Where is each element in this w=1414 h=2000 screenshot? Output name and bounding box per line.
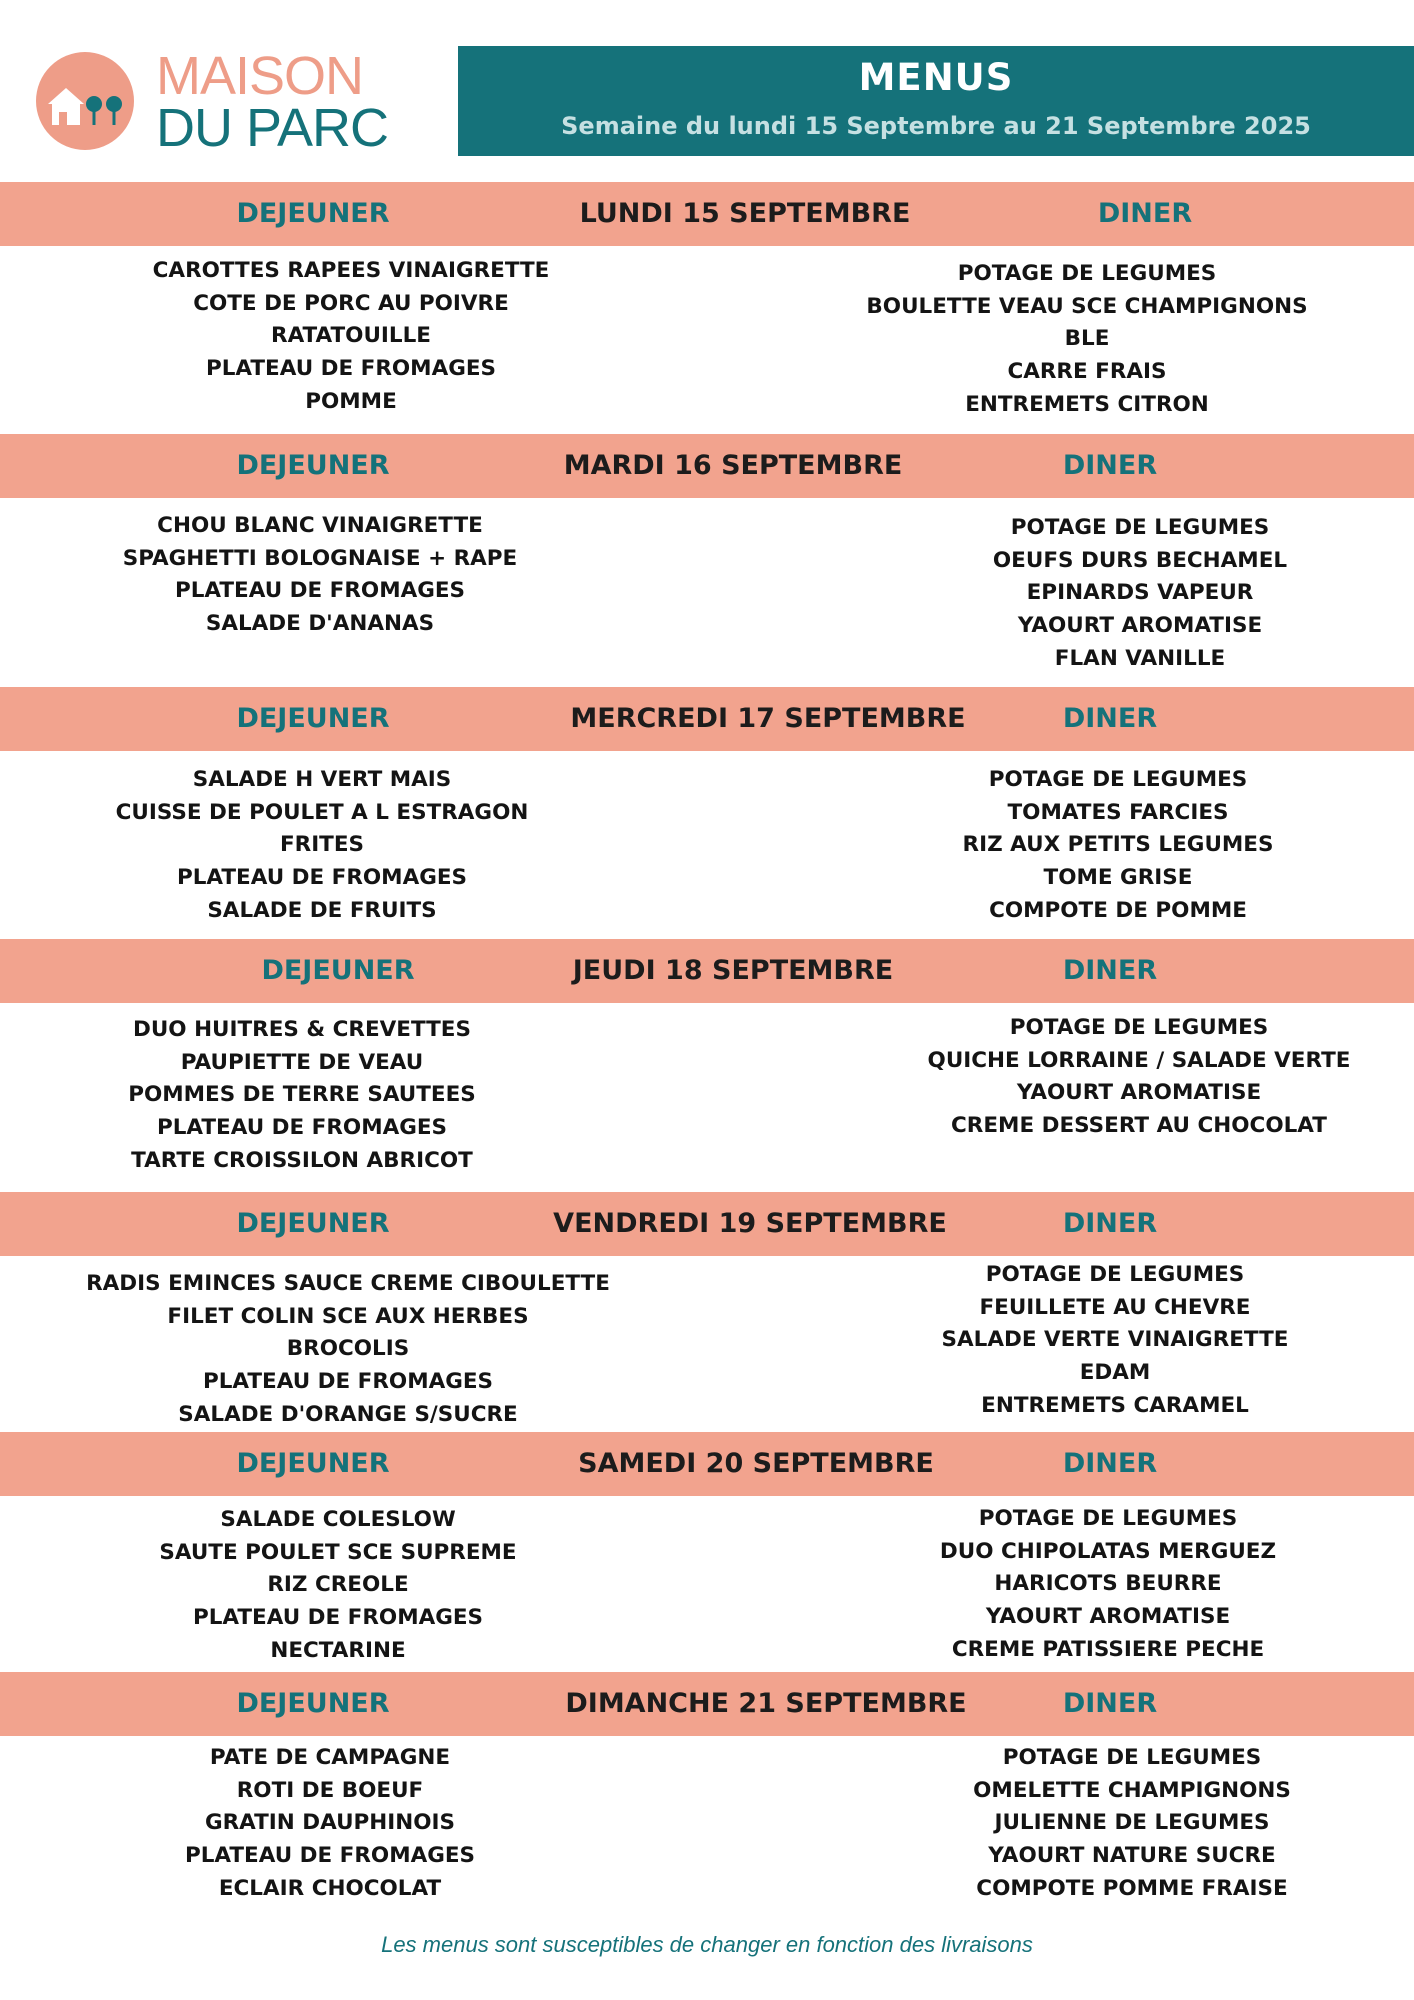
menu-item: CAROTTES RAPEES VINAIGRETTE [152, 258, 550, 283]
menu-item: POTAGE DE LEGUMES [1010, 515, 1270, 540]
day-header-bar [0, 1192, 1414, 1256]
menu-item: FLAN VANILLE [1054, 645, 1226, 671]
day-header-bar [0, 1432, 1414, 1496]
menu-item: FRITES [279, 832, 365, 858]
dinner-label: DINER [1062, 1448, 1158, 1479]
menu-item: EPINARDS VAPEUR [1026, 580, 1254, 606]
day-title: SAMEDI 20 SEPTEMBRE [578, 1448, 934, 1479]
menu-item: RIZ AUX PETITS LEGUMES [962, 832, 1274, 858]
dinner-menu-list [993, 512, 1287, 675]
menu-item: EDAM [1079, 1360, 1151, 1386]
week-subtitle: Semaine du lundi 15 Septembre au 21 Septembre 2025 [561, 112, 1311, 140]
day-title: MERCREDI 17 SEPTEMBRE [570, 703, 966, 734]
menu-item: PLATEAU DE FROMAGES [205, 356, 497, 382]
menu-item: PLATEAU DE FROMAGES [156, 1115, 448, 1141]
lunch-label: DEJEUNER [261, 955, 415, 986]
day-title: DIMANCHE 21 SEPTEMBRE [565, 1688, 967, 1719]
menu-item: CUISSE DE POULET A L ESTRAGON [115, 799, 529, 825]
day-header-bar [0, 687, 1414, 751]
menu-item: CREME DESSERT AU CHOCOLAT [951, 1113, 1327, 1139]
menu-item: BLE [1064, 326, 1110, 352]
menu-item: YAOURT AROMATISE [1016, 1080, 1262, 1106]
menu-item: SALADE DE FRUITS [207, 897, 437, 923]
menu-item: PLATEAU DE FROMAGES [192, 1605, 484, 1631]
menu-item: SALADE H VERT MAIS [192, 767, 452, 792]
menu-item: RIZ CREOLE [267, 1572, 409, 1598]
menu-item: ROTI DE BOEUF [236, 1777, 424, 1803]
menu-item: POTAGE DE LEGUMES [1002, 1745, 1262, 1770]
menu-item: ENTREMETS CARAMEL [981, 1392, 1249, 1418]
menu-item: PLATEAU DE FROMAGES [202, 1369, 494, 1395]
dinner-menu-list [928, 1012, 1351, 1143]
day-title: VENDREDI 19 SEPTEMBRE [553, 1208, 947, 1239]
menu-item: YAOURT NATURE SUCRE [988, 1843, 1276, 1869]
menu-item: JULIENNE DE LEGUMES [994, 1810, 1270, 1836]
menu-item: OMELETTE CHAMPIGNONS [973, 1777, 1291, 1803]
menu-item: COMPOTE DE POMME [989, 897, 1247, 923]
menu-item: TOME GRISE [1043, 865, 1193, 891]
lunch-menu-list [123, 510, 518, 641]
menu-item: SALADE COLESLOW [220, 1507, 456, 1532]
menu-item: RATATOUILLE [271, 323, 431, 349]
lunch-label: DEJEUNER [236, 1448, 390, 1479]
menu-item: ENTREMETS CITRON [965, 391, 1209, 417]
lunch-menu-list [185, 1742, 475, 1905]
menu-item: OEUFS DURS BECHAMEL [992, 547, 1288, 573]
lunch-menu-list [86, 1268, 610, 1431]
dinner-label: DINER [1062, 1208, 1158, 1239]
day-header-bar [0, 182, 1414, 246]
page-title: MENUS [858, 56, 1014, 99]
menu-item: SALADE VERTE VINAIGRETTE [941, 1327, 1289, 1353]
lunch-label: DEJEUNER [236, 198, 390, 229]
menu-item: CREME PATISSIERE PECHE [951, 1636, 1265, 1662]
footer-note: Les menus sont susceptibles de changer en fonction des livraisons [381, 1932, 1033, 1957]
day-header-bar [0, 1672, 1414, 1736]
menu-item: POMME [305, 388, 397, 414]
day-header-bar [0, 434, 1414, 498]
house-trees-icon [36, 52, 134, 150]
menu-item: DUO CHIPOLATAS MERGUEZ [939, 1538, 1277, 1564]
menu-item: FEUILLETE AU CHEVRE [979, 1294, 1251, 1320]
lunch-menu-list [153, 255, 550, 418]
title-banner [458, 46, 1414, 156]
menu-item: YAOURT AROMATISE [1017, 613, 1263, 639]
menu-item: POTAGE DE LEGUMES [988, 767, 1248, 792]
dinner-menu-list [942, 1259, 1289, 1422]
menu-item: BROCOLIS [286, 1336, 410, 1362]
day-title: JEUDI 18 SEPTEMBRE [572, 955, 894, 986]
menu-item: QUICHE LORRAINE / SALADE VERTE [927, 1047, 1351, 1073]
logo [36, 48, 436, 168]
menu-item: PLATEAU DE FROMAGES [174, 578, 466, 604]
dinner-label: DINER [1062, 450, 1158, 481]
dinner-menu-list [973, 1742, 1291, 1905]
menu-item: ECLAIR CHOCOLAT [218, 1875, 442, 1901]
menu-item: NECTARINE [270, 1637, 406, 1663]
menu-item: POTAGE DE LEGUMES [985, 1262, 1245, 1287]
menu-item: PLATEAU DE FROMAGES [184, 1843, 476, 1869]
day-title: LUNDI 15 SEPTEMBRE [579, 198, 911, 229]
menu-item: POTAGE DE LEGUMES [957, 261, 1217, 286]
menu-item: DUO HUITRES & CREVETTES [133, 1017, 471, 1042]
lunch-label: DEJEUNER [236, 450, 390, 481]
menu-item: POTAGE DE LEGUMES [1009, 1015, 1269, 1040]
menu-item: CHOU BLANC VINAIGRETTE [157, 513, 483, 538]
menu-item: TARTE CROISSILON ABRICOT [131, 1147, 473, 1173]
dinner-label: DINER [1062, 703, 1158, 734]
lunch-label: DEJEUNER [236, 1208, 390, 1239]
logo-text-maison: MAISON [156, 46, 364, 106]
lunch-menu-list [128, 1014, 476, 1177]
dinner-label: DINER [1062, 1688, 1158, 1719]
menu-item: PATE DE CAMPAGNE [209, 1745, 451, 1770]
day-header-bar [0, 939, 1414, 1003]
menu-item: SPAGHETTI BOLOGNAISE + RAPE [122, 545, 518, 571]
dinner-menu-list [866, 258, 1307, 421]
dinner-label: DINER [1062, 955, 1158, 986]
menu-item: SALADE D'ORANGE S/SUCRE [178, 1401, 518, 1427]
menu-item: RADIS EMINCES SAUCE CREME CIBOULETTE [86, 1271, 610, 1296]
dinner-label: DINER [1097, 198, 1193, 229]
menu-item: SALADE D'ANANAS [205, 611, 435, 637]
logo-text-du-parc: DU PARC [156, 98, 389, 158]
day-title: MARDI 16 SEPTEMBRE [563, 450, 903, 481]
menu-item: PAUPIETTE DE VEAU [180, 1049, 424, 1075]
menu-item: POMMES DE TERRE SAUTEES [128, 1082, 476, 1108]
menu-item: COTE DE PORC AU POIVRE [193, 290, 509, 316]
lunch-menu-list [116, 764, 529, 927]
dinner-menu-list [940, 1503, 1276, 1666]
menu-item: PLATEAU DE FROMAGES [176, 865, 468, 891]
menu-item: SAUTE POULET SCE SUPREME [159, 1539, 517, 1565]
menu-item: YAOURT AROMATISE [985, 1604, 1231, 1630]
lunch-label: DEJEUNER [236, 703, 390, 734]
menu-item: TOMATES FARCIES [1007, 799, 1229, 825]
menu-item: POTAGE DE LEGUMES [978, 1506, 1238, 1531]
lunch-label: DEJEUNER [236, 1688, 390, 1719]
menu-item: HARICOTS BEURRE [994, 1571, 1222, 1597]
menu-item: CARRE FRAIS [1007, 359, 1167, 385]
dinner-menu-list [963, 764, 1274, 927]
menu-item: BOULETTE VEAU SCE CHAMPIGNONS [866, 293, 1308, 319]
menu-item: COMPOTE POMME FRAISE [976, 1875, 1288, 1901]
menu-item: FILET COLIN SCE AUX HERBES [167, 1303, 529, 1329]
menu-item: GRATIN DAUPHINOIS [204, 1810, 456, 1836]
lunch-menu-list [159, 1504, 516, 1667]
